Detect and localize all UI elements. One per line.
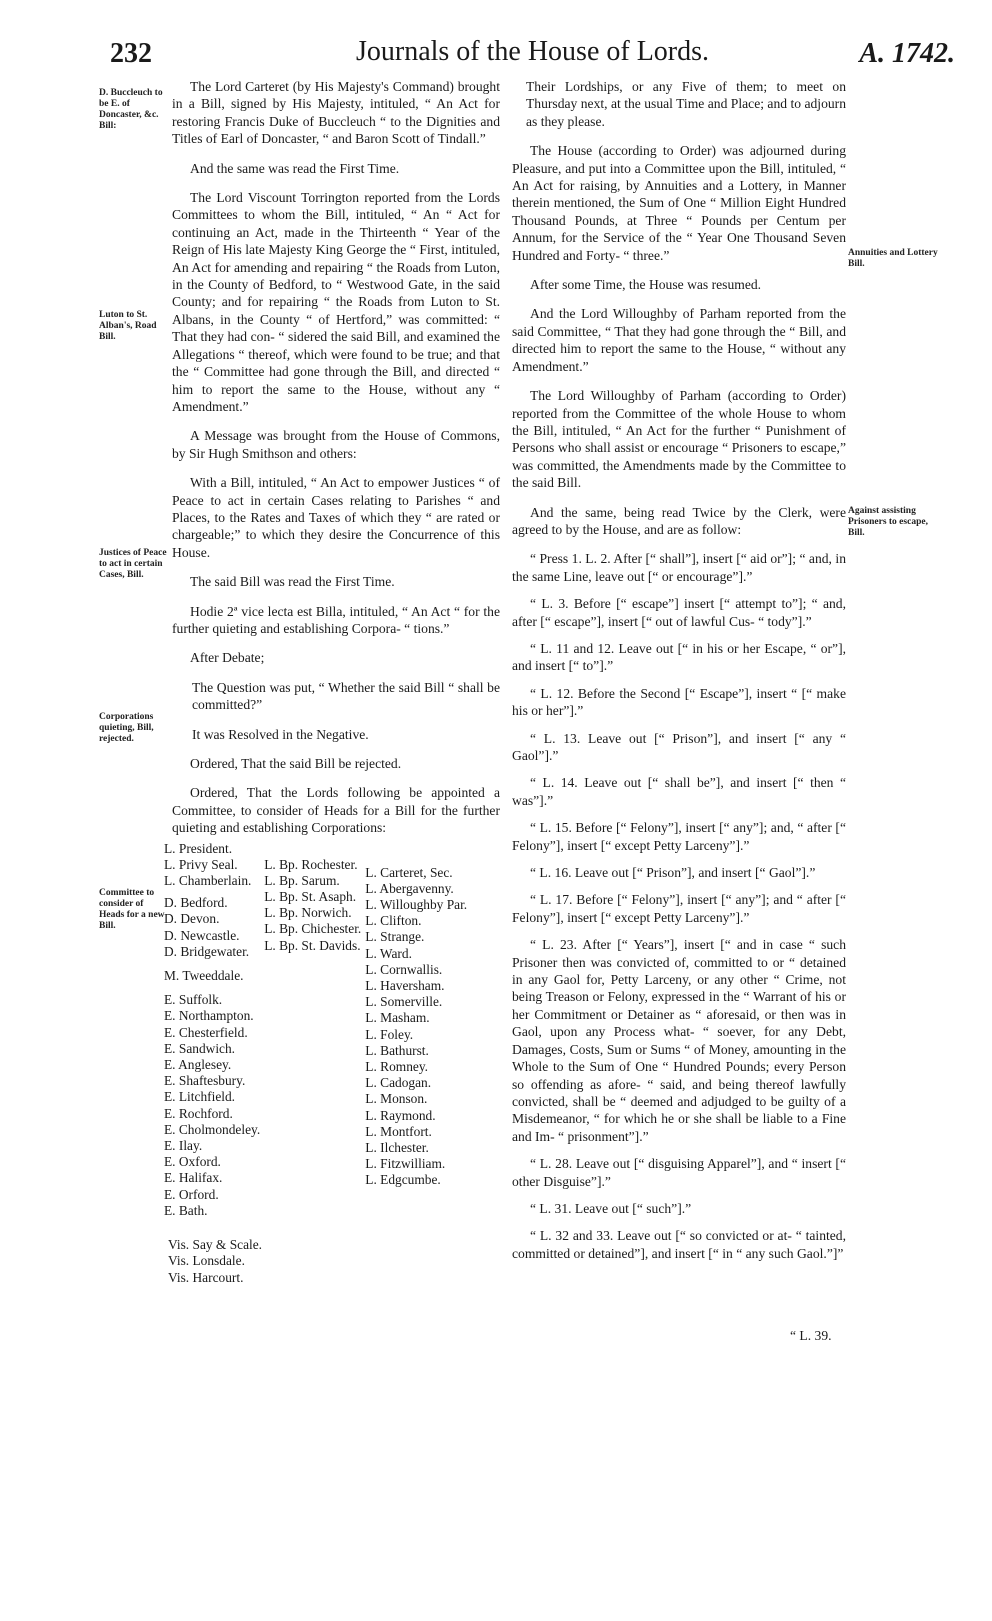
lord-name: E. Northampton. <box>164 1008 254 1024</box>
lords-column <box>264 841 365 1219</box>
lord-name: E. Cholmondeley. <box>164 1121 261 1137</box>
lord-name: L. Bathurst. <box>365 1042 429 1058</box>
lord-name: L. Ward. <box>365 945 412 961</box>
margin-note: Corporations quieting, Bill, rejected. <box>99 712 154 744</box>
margin-note: Justices of Peace to act in certain Cases, Bill. <box>99 548 167 580</box>
lord-name: E. Litchfield. <box>164 1089 236 1105</box>
amendment: “ Press 1. L. 2. After [“ shall”], insert [“ aid or”]; “ and, in the same Line, leave out [“ or encourage”].” <box>512 551 846 584</box>
lord-name: Vis. Harcourt. <box>168 1269 244 1285</box>
lord-name: L. Haversham. <box>365 978 445 994</box>
amendment: “ L. 17. Before [“ Felony”], insert [“ any”]; and “ after [“ Felony”], insert [“ except Petty Larceny”].” <box>512 892 846 925</box>
paragraph: The House (according to Order) was adjourned during Pleasure, and put into a Committee upon the Bill, intituled, “ An Act for raising, by Annuities and a Lottery, in Manner therein mentioned, the Sum of One “ Million Eight Hundred Thousand Pounds, at Three “ Pounds per Centum per Annum, for the Service of the “ Year One Thousand Seven Hundred and Forty- “ three.” <box>512 143 846 263</box>
lord-name: L. Edgcumbe. <box>365 1172 441 1188</box>
paragraph: With a Bill, intituled, “ An Act to empower Justices “ of Peace to act in certain Cases relating to Parishes “ and Places, to the Rates and Taxes of which they “ are rated or chargeable;” to which they desire the Concurrence of this House. <box>172 475 500 560</box>
lord-name: L. Montfort. <box>365 1123 432 1139</box>
running-title: Journals of the House of Lords. <box>355 36 710 67</box>
left-column <box>164 78 500 1286</box>
paragraph: A Message was brought from the House of Commons, by Sir Hugh Smithson and others: <box>172 428 500 461</box>
lord-name: L. Bp. Chichester. <box>264 921 362 937</box>
right-column <box>512 78 846 1272</box>
lord-name: L. Romney. <box>365 1059 429 1075</box>
page-header <box>110 30 955 80</box>
paragraph: Ordered, That the Lords following be appointed a Committee, to consider of Heads for a Bill for the further quieting and establishing Corporations: <box>172 785 500 836</box>
lord-name: Vis. Say & Scale. <box>168 1237 263 1253</box>
paragraph: And the Lord Willoughby of Parham reported from the said Committee, “ That they had gone through the “ Bill, and directed him to report the same to the House, “ without any Amendment.” <box>512 306 846 374</box>
lord-name: L. Bp. St. Davids. <box>264 937 361 953</box>
lord-name: D. Bridgewater. <box>164 943 250 959</box>
lord-name: E. Orford. <box>164 1186 219 1202</box>
lord-name: L. Bp. Norwich. <box>264 905 352 921</box>
lord-name: E. Halifax. <box>164 1170 223 1186</box>
paragraph: After Debate; <box>190 650 265 666</box>
paragraph: Their Lordships, or any Five of them; to meet on Thursday next, at the usual Time and Place; and to adjourn as they please. <box>526 79 846 129</box>
lord-name: L. Abergavenny. <box>365 880 454 896</box>
paragraph: Hodie 2ª vice lecta est Billa, intituled, “ An Act “ for the further quieting and establishing Corpora- “ tions.” <box>172 603 500 636</box>
lord-name: L. Cadogan. <box>365 1075 432 1091</box>
lord-name: E. Ilay. <box>164 1138 203 1154</box>
paragraph: The said Bill was read the First Time. <box>190 574 395 590</box>
paragraph: After some Time, the House was resumed. <box>530 277 762 293</box>
running-year: A. 1742. <box>859 38 955 69</box>
lords-column <box>365 841 471 1219</box>
margin-note: Luton to St. Alban's, Road Bill. <box>99 310 157 342</box>
catchword: “ L. 39. <box>790 1328 832 1343</box>
lord-name: D. Newcastle. <box>164 927 240 943</box>
amendment: “ L. 14. Leave out [“ shall be”], and insert [“ then “ was”].” <box>512 775 846 808</box>
lord-name: L. Somerville. <box>365 994 443 1010</box>
lord-name: L. Monson. <box>365 1091 428 1107</box>
paragraph: The Lord Willoughby of Parham (according to Order) reported from the Committee of the whole House to whom the Bill, intituled, “ An Act for the further “ Punishment of Persons who shall assist or encourage “ Prisoners to escape,” was committed, the Amendments made by the Committee to the said Bill. <box>512 388 846 491</box>
paragraph: The Question was put, “ Whether the said Bill “ shall be committed?” <box>192 679 500 713</box>
lord-name: L. Chamberlain. <box>164 873 252 889</box>
lord-name: E. Oxford. <box>164 1154 221 1170</box>
viscounts-list <box>168 1237 500 1286</box>
lord-name: L. Bp. Sarum. <box>264 872 340 888</box>
amendment: “ L. 31. Leave out [“ such”].” <box>530 1200 692 1216</box>
lord-name: L. Foley. <box>365 1026 414 1042</box>
lord-name: E. Sandwich. <box>164 1040 236 1056</box>
paragraph: And the same, being read Twice by the Clerk, were agreed to by the House, and are as follow: <box>512 504 846 537</box>
lord-name: L. Cornwallis. <box>365 961 443 977</box>
lord-name: E. Shaftesbury. <box>164 1073 246 1089</box>
amendment: “ L. 28. Leave out [“ disguising Apparel”], and “ insert [“ other Disguise”].” <box>512 1156 846 1189</box>
lord-name: L. Fitzwilliam. <box>365 1156 446 1172</box>
lord-name: L. Masham. <box>365 1010 430 1026</box>
lord-name: E. Bath. <box>164 1202 208 1218</box>
paragraph: The Lord Carteret (by His Majesty's Command) brought in a Bill, signed by His Majesty, intituled, “ An Act for restoring Francis Duke of Buccleuch “ to the Dignities and Titles of Earl of Doncaster, “ and Baron Scott of Tindall.” <box>172 79 500 147</box>
lord-name: L. Raymond. <box>365 1107 436 1123</box>
margin-note: D. Buccleuch to be E. of Doncaster, &c. Bill: <box>99 88 163 131</box>
lord-name: Vis. Lonsdale. <box>168 1253 245 1269</box>
amendment: “ L. 32 and 33. Leave out [“ so convicted or at- “ tainted, committed or detained”], and insert [“ in “ any such Gaol.”]” <box>512 1228 846 1261</box>
committee-list <box>164 841 471 1219</box>
lord-name: D. Bedford. <box>164 895 228 911</box>
amendment: “ L. 11 and 12. Leave out [“ in his or her Escape, “ or”], and insert [“ to”].” <box>512 640 846 674</box>
lord-name: L. Willoughby Par. <box>365 897 468 913</box>
lord-name: L. President. <box>164 840 233 856</box>
paragraph: Ordered, That the said Bill be rejected. <box>190 756 402 771</box>
lord-name: E. Chesterfield. <box>164 1024 248 1040</box>
amendment: “ L. 16. Leave out [“ Prison”], and insert [“ Gaol”].” <box>530 865 816 881</box>
lord-name: L. Bp. Rochester. <box>264 856 358 872</box>
amendment: “ L. 13. Leave out [“ Prison”], and insert [“ any “ Gaol”].” <box>512 730 846 763</box>
margin-note: Annuities and Lottery Bill. <box>848 248 938 269</box>
paragraph: It was Resolved in the Negative. <box>192 726 369 742</box>
lord-name: L. Strange. <box>365 929 425 945</box>
paragraph: The Lord Viscount Torrington reported from the Lords Committees to whom the Bill, intituled, “ An “ Act for continuing an Act, made in the Thirteenth “ Year of the Reign of His late Majesty King George the “ First, intituled, An Act for amending and repairing “ the Roads from Luton, in the County of Bedford, to “ Westwood Gate, in the said County; and for repairing “ the Roads from Luton to St. Albans, in the County “ of Hertford,” was committed: “ That they had con- “ sidered the said Bill, and examined the Allegations “ thereof, which were found to be true; and that the “ Committee had gone through the Bill, and directed “ him to report the same to the House, without any “ Amendment.” <box>172 190 500 414</box>
lord-name: M. Tweeddale. <box>164 968 244 984</box>
lord-name: E. Rochford. <box>164 1105 233 1121</box>
lord-name: E. Anglesey. <box>164 1057 232 1073</box>
page-number: 232 <box>110 38 152 69</box>
margin-note: Committee to consider of Heads for a new Bill. <box>99 888 165 931</box>
paragraph: And the same was read the First Time. <box>190 160 400 176</box>
lord-name: D. Devon. <box>164 911 220 927</box>
lord-name: L. Privy Seal. <box>164 856 238 872</box>
amendment: “ L. 12. Before the Second [“ Escape”], insert “ [“ make his or her”].” <box>512 685 846 719</box>
lord-name: L. Carteret, Sec. <box>365 864 453 880</box>
lord-name: L. Clifton. <box>365 913 422 929</box>
amendment: “ L. 23. After [“ Years”], insert [“ and in case “ such Prisoner then was convicted of, committed to or “ detained in any Gaol for, Petty Larceny, or any other “ Crime, not being Treason or Felony, expressed in the “ Warrant of his or her Commitment or Detainer as “ aforesaid, or then was in Gaol, upon any Process what- “ soever, for any Debt, Damages, Costs, Sum or Sums “ of Money, amounting in the Whole to the Sum of One “ Hundred Pounds; every Person so offending as afore- “ said, and being thereof lawfully convicted, shall be “ deemed and adjudged to be guilty of a Misdemeanor, “ for which he or she shall be liable to a Fine and Im- “ prisonment”].” <box>512 937 846 1144</box>
amendment: “ L. 15. Before [“ Felony”], insert [“ any”]; and, “ after [“ Felony”], insert [“ except Petty Larceny”].” <box>512 820 846 853</box>
margin-note: Against assisting Prisoners to escape, Bill. <box>848 506 928 538</box>
lord-name: L. Ilchester. <box>365 1140 429 1156</box>
amendment: “ L. 3. Before [“ escape”] insert [“ attempt to”]; “ and, after [“ escape”], insert [“ out of lawful Cus- “ tody”].” <box>512 596 846 629</box>
lords-column <box>164 841 264 1219</box>
lord-name: E. Suffolk. <box>164 992 223 1008</box>
lord-name: L. Bp. St. Asaph. <box>264 889 357 905</box>
